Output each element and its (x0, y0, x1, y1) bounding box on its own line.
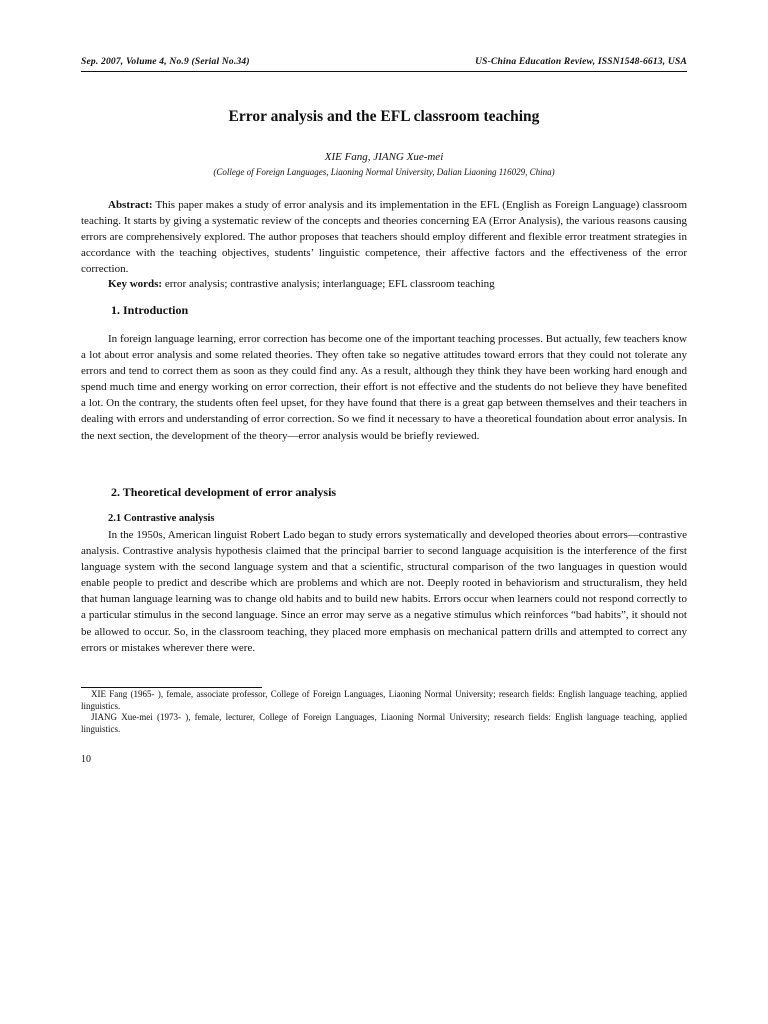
footnote-author-1: XIE Fang (1965- ), female, associate professor, College of Foreign Languages, Liaoning Normal University; research fields: English language teaching, applied linguistics. (81, 689, 687, 711)
keywords-text: error analysis; contrastive analysis; interlanguage; EFL classroom teaching (164, 278, 495, 290)
section-heading-introduction: 1. Introduction (111, 303, 189, 317)
header-journal-info: US-China Education Review, ISSN1548-6613, USA (475, 57, 687, 67)
abstract-text: This paper makes a study of error analysis and its implementation in the EFL (English as Foreign Language) classroom teaching. It starts by giving a systematic review of the concepts and theories concerning EA (Error Analysis), the various reasons causing errors are comprehensively explored. The author proposes that teachers should employ different and flexible error treatment strategies in accordance with the teaching objectives, students’ linguistic competence, their affective factors and the effectiveness of the error correction. (81, 199, 687, 276)
contrastive-paragraph: In the 1950s, American linguist Robert Lado began to study errors systematically and developed theories about errors—contrastive analysis. Contrastive analysis hypothesis claimed that the principal barrier to second language acquisition is the interference of the first language system with the second language system and that a scientific, structural comparison of the two languages in question would enable people to predict and describe which are problems and which are not. Deeply rooted in behaviorism and structuralism, they held that human language learning was to change old habits and to build new habits. Errors occur when learners could not respond correctly to a particular stimulus in the second language. Since an error may serve as a negative stimulus which reinforces “bad habits”, it should not be allowed to occur. So, in the classroom teaching, they placed more emphasis on mechanical pattern drills and attempted to correct any errors or mistakes wherever there were. (81, 529, 687, 654)
section-heading-theoretical: 2. Theoretical development of error analysis (111, 485, 337, 499)
footnotes (81, 689, 687, 735)
running-header (81, 57, 687, 71)
paper-title: Error analysis and the EFL classroom teaching (228, 108, 540, 125)
abstract (81, 197, 687, 277)
abstract-label: Abstract: (108, 199, 153, 211)
footnote-author-2: JIANG Xue-mei (1973- ), female, lecturer, College of Foreign Languages, Liaoning Normal University; research fields: English language teaching, applied linguistics. (81, 712, 687, 734)
introduction-paragraph: In foreign language learning, error correction has become one of the important teaching processes. But actually, few teachers know a lot about error analysis and some related theories. They often take so negative attitudes toward errors that they could not tolerate any errors and tend to correct them as soon as they could find any. As a result, although they think they have been working hard enough and spend much time and energy working on error correction, their effort is not effective and the students do not believe they have benefited a lot. On the contrary, the students often feel upset, for they have found that there is a great gap between themselves and their teachers in dealing with errors and understanding of error correction. So we find it necessary to have a theoretical foundation about error analysis. In the next section, the development of the theory—error analysis would be briefly reviewed. (81, 333, 687, 442)
subsection-heading-contrastive: 2.1 Contrastive analysis (108, 513, 215, 524)
page-number: 10 (81, 754, 91, 765)
paper-authors: XIE Fang, JIANG Xue-mei (324, 151, 444, 163)
keywords-label: Key words: (108, 278, 163, 290)
author-affiliation: (College of Foreign Languages, Liaoning Normal University, Dalian Liaoning 116029, China) (213, 167, 555, 177)
abstract-paragraph (81, 197, 687, 277)
footnote-rule (81, 687, 262, 688)
header-issue-info: Sep. 2007, Volume 4, No.9 (Serial No.34) (81, 57, 250, 67)
introduction-body (81, 331, 687, 444)
keywords (81, 276, 687, 292)
header-rule (81, 71, 687, 72)
keywords-paragraph (81, 276, 687, 292)
journal-page (81, 0, 687, 1024)
contrastive-analysis-body (81, 527, 687, 656)
